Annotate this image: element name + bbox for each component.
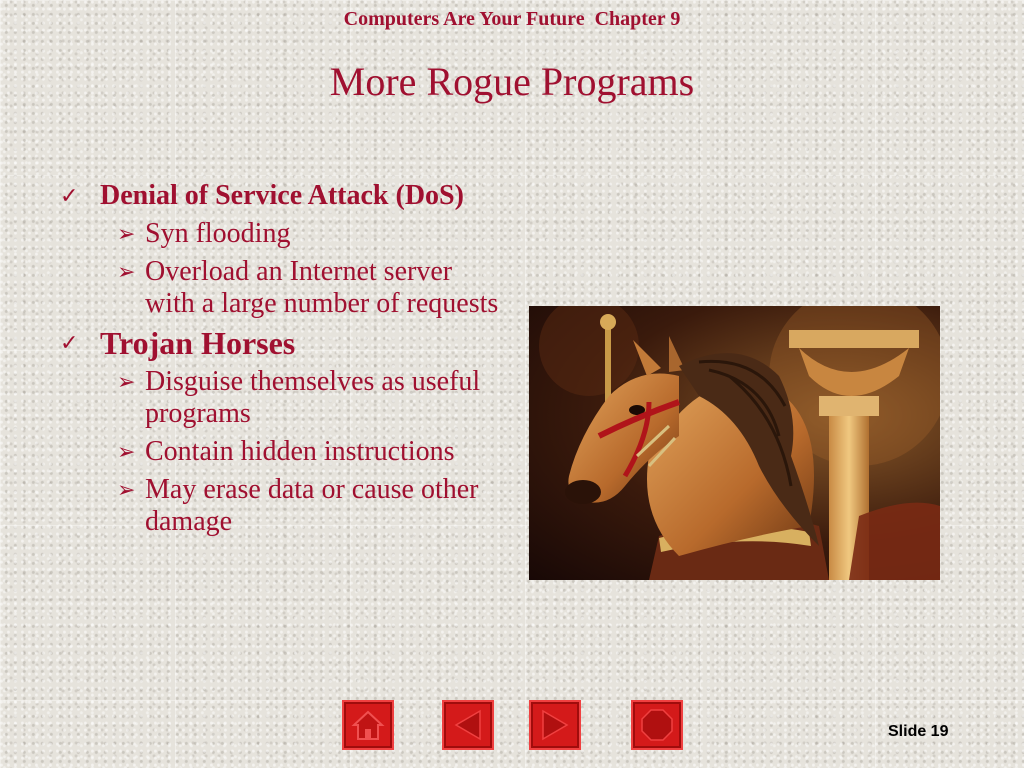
sub-bullet	[60, 218, 500, 250]
sub-bullet	[60, 474, 500, 538]
slide-header	[0, 8, 1024, 31]
slide-number: Slide 19	[888, 723, 949, 740]
sub-bullet-text: Disguise themselves as useful programs	[145, 366, 481, 429]
right-arrow-icon	[537, 707, 573, 743]
course-title: Computers Are Your Future	[343, 8, 585, 30]
bullet-text: Trojan Horses	[100, 325, 296, 361]
arrow-bullet-icon: ➢	[117, 221, 136, 246]
sub-bullet-text: Syn flooding	[145, 218, 291, 249]
left-arrow-icon	[450, 707, 486, 743]
arrow-bullet-icon: ➢	[117, 259, 136, 284]
bullet-dos	[60, 180, 500, 212]
sub-bullet	[60, 366, 500, 430]
sub-bullet-text: May erase data or cause other damage	[145, 474, 479, 537]
bullet-list	[60, 180, 500, 544]
sub-bullet	[60, 256, 500, 320]
horse-illustration	[529, 306, 940, 580]
home-icon	[350, 707, 386, 743]
home-button[interactable]	[342, 700, 394, 750]
arrow-bullet-icon: ➢	[117, 439, 136, 464]
checkmark-icon: ✓	[60, 330, 79, 355]
previous-slide-button[interactable]	[442, 700, 494, 750]
sub-bullet-text: Contain hidden instructions	[145, 436, 455, 467]
slide-title: More Rogue Programs	[329, 59, 695, 104]
sub-bullet	[60, 436, 500, 468]
chapter-label: Chapter 9	[594, 8, 681, 30]
end-show-button[interactable]	[631, 700, 683, 750]
carousel-horse-photo	[529, 306, 940, 580]
bullet-text: Denial of Service Attack (DoS)	[100, 180, 464, 211]
sub-bullet-text: Overload an Internet server with a large number of requests	[145, 256, 499, 319]
stop-icon	[639, 707, 675, 743]
next-slide-button[interactable]	[529, 700, 581, 750]
checkmark-icon: ✓	[60, 183, 79, 208]
arrow-bullet-icon: ➢	[117, 477, 136, 502]
bullet-trojan	[60, 326, 500, 360]
arrow-bullet-icon: ➢	[117, 369, 136, 394]
